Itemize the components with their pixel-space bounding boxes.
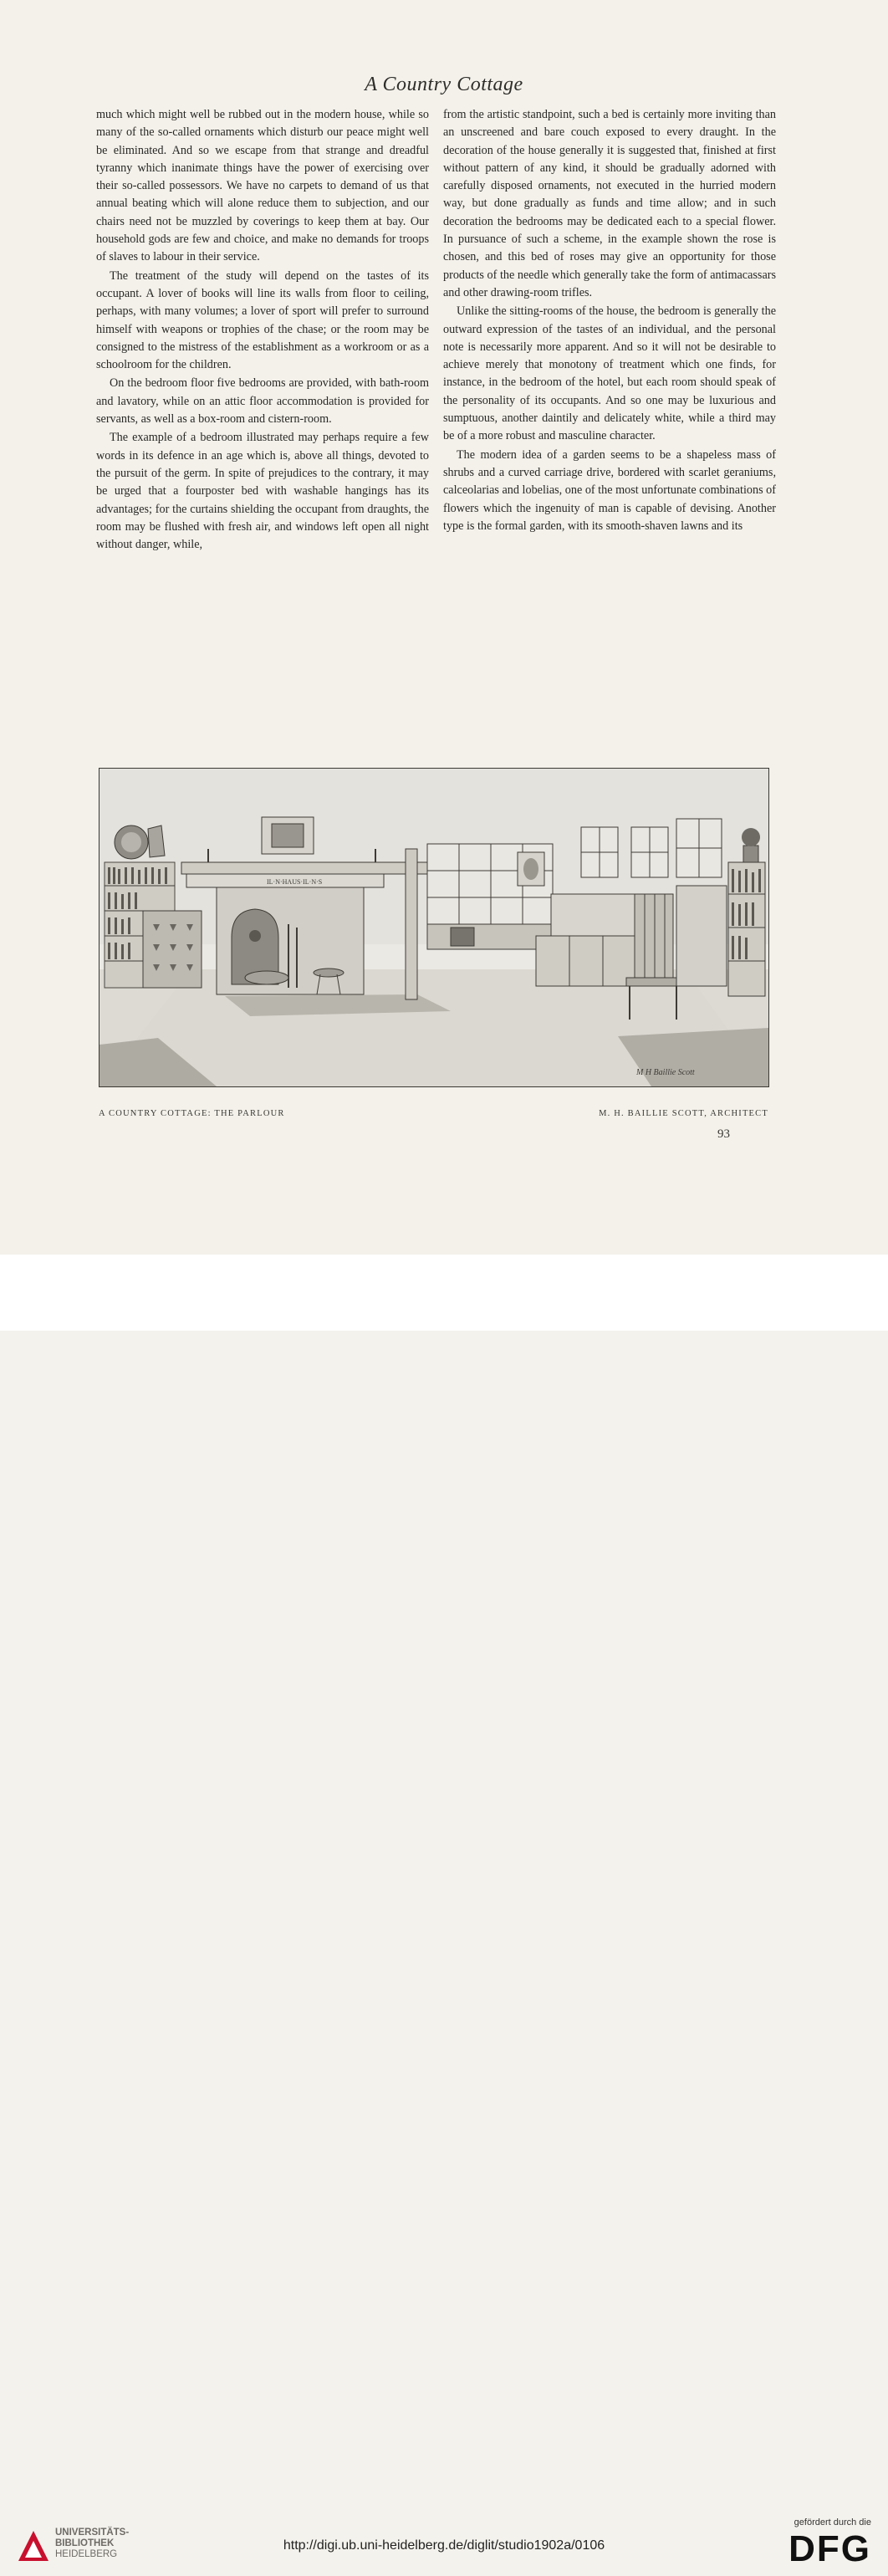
paragraph: The example of a bedroom illustrated may perhaps require a few words in its defence in an age which is, above all things, devoted to the pursuit of the germ. In spite of prejudices to the contrary, it may be urged that a fourposter bed with washable hangings has its advantages; for the curtains shielding the occupant from draughts, the room may be flushed with fresh air, and windows left open all night without danger, while, (96, 431, 429, 552)
svg-text:IL·N·HAUS·IL·N·S: IL·N·HAUS·IL·N·S (267, 878, 323, 886)
funding-note: gefördert durch die (794, 2517, 871, 2527)
source-url-link[interactable]: http://digi.ub.uni-heidelberg.de/diglit/studio1902a/0106 (283, 2538, 605, 2553)
paragraph: much which might well be rubbed out in the modern house, while so many of the so-called ornaments which disturb our peace might well be eliminated. And so we escape from that strange and dreadful tyranny which inanimate things have the power of exercising over their so-called possessors. We have no carpets to demand of us that annual beating which will alone reduce them to subjection, and our chairs need not be muzzled by coverings to keep them at bay. Our household gods are few and choice, and make no demands for troops of slaves to labour in their service. (96, 108, 429, 264)
dfg-wordmark: DFG (788, 2528, 871, 2569)
parlour-illustration (99, 768, 769, 1087)
digitization-footer (0, 1255, 888, 2569)
page-number: 93 (717, 1127, 730, 1141)
right-column (443, 106, 776, 535)
library-name: UNIVERSITÄTS- BIBLIOTHEK HEIDELBERG (55, 2527, 130, 2559)
page-title: A Country Cottage (365, 74, 523, 95)
artist-signature: M H Baillie Scott (636, 1068, 695, 1077)
left-column (96, 106, 429, 554)
figure-credit: M. H. BAILLIE SCOTT, ARCHITECT (599, 1109, 768, 1118)
scanned-page (0, 0, 888, 1255)
figure-caption: A COUNTRY COTTAGE: THE PARLOUR (99, 1109, 285, 1118)
paragraph: from the artistic standpoint, such a bed is certainly more inviting than an unscreened and bare couch exposed to every draught. In the decoration of the house generally it is suggested that, finished at first without pattern of any kind, it should be gradually adorned with carefully disposed ornaments, not executed in the hurried modern way, but done gradually as funds and time allow; and in such decoration the bedrooms may be dedicated each to a special flower. In pursuance of such a scheme, in the example shown the rose is chosen, and this bed of roses may give an opportunity for those products of the needle which generally take the form of antimacassars and other drawing-room trifles. (443, 108, 776, 299)
paragraph: On the bedroom floor five bedrooms are provided, with bath-room and lavatory, while on an attic floor accommodation is provided for servants, as well as a box-room and cistern-room. (96, 376, 429, 427)
paragraph: The modern idea of a garden seems to be a shapeless mass of shrubs and a curved carriage drive, bordered with scarlet geraniums, calceolarias and lobelias, one of the most unfortunate combinations of flowers which the ingenuity of man is capable of devising. Another type is the formal garden, with its smooth-shaven lawns and its (443, 447, 776, 533)
parlour-drawing (100, 769, 768, 1086)
paragraph: The treatment of the study will depend on the tastes of its occupant. A lover of books will line its walls from floor to ceiling, perhaps, with many volumes; a lover of sport will prefer to surround himself with weapons or trophies of the chase; or the room may be consigned to the mistress of the establishment as a workroom or as a schoolroom for the children. (96, 268, 429, 372)
paragraph: Unlike the sitting-rooms of the house, the bedroom is generally the outward expression of the tastes of an individual, and the personal note is necessarily more apparent. And so it will not be desirable to achieve merely that monotony of treatment which one finds, for instance, in the bedroom of the hotel, but each room should speak of the personality of its occupants. And so one may be luxurious and sumptuous, another daintily and delicately white, while a third may be of a more robust and masculine character. (443, 304, 776, 443)
dfg-logo[interactable] (779, 2517, 871, 2576)
